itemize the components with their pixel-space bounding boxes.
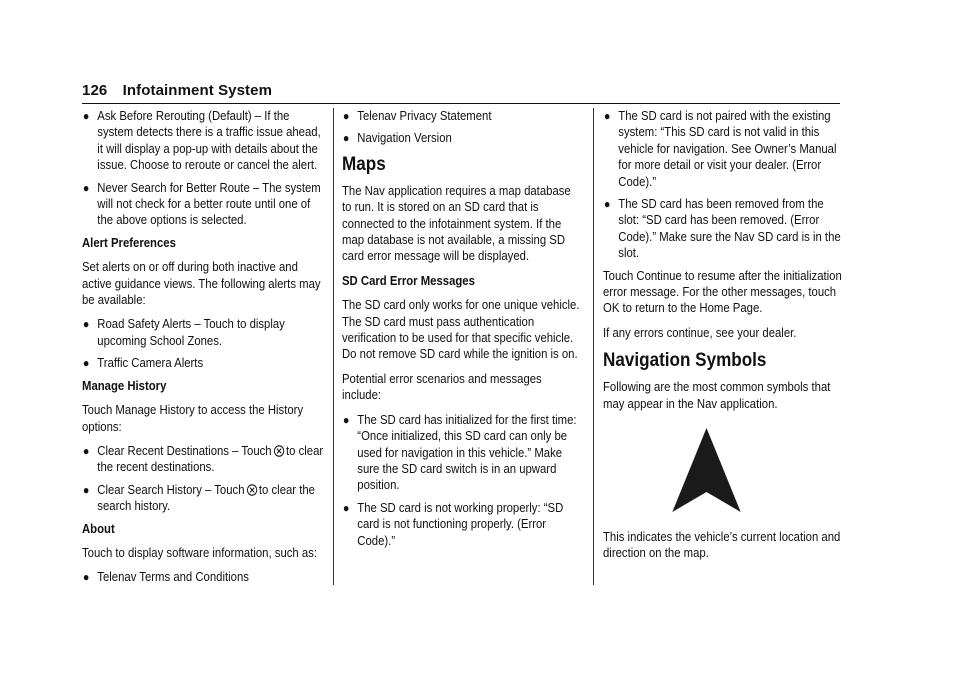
list-item: ● Navigation Version (342, 131, 452, 146)
column-divider (593, 108, 594, 585)
error-scenarios-list-continued (603, 108, 844, 262)
paragraph: Touch to display software information, such as: (82, 545, 317, 560)
list-item: ● Traffic Camera Alerts (82, 356, 204, 371)
about-list (82, 569, 323, 585)
bullet: ● (82, 443, 90, 458)
bullet: ● (342, 131, 350, 146)
list-item: ● The SD card has been removed from the slot: “SD card has been removed. (Error Code).” Make sure the Nav SD card is in the slot. (603, 197, 841, 261)
column-2 (342, 108, 583, 555)
list-item: ● The SD card has initialized for the first time: “Once initialized, this SD card can only be used for navigation in this vehicle.” Make sure the SD card switch is in an upward position. (342, 412, 577, 493)
reroute-options-list (82, 108, 323, 229)
circle-x-icon (273, 445, 284, 457)
paragraph: Potential error scenarios and messages include: (342, 371, 542, 403)
page-number: 126 (82, 82, 108, 99)
bullet: ● (82, 482, 90, 497)
list-item: ● Telenav Privacy Statement (342, 109, 492, 123)
bullet: ● (342, 109, 350, 123)
header-rule (82, 103, 840, 104)
section-heading-maps: Maps (342, 153, 386, 175)
bullet: ● (82, 570, 90, 585)
bullet: ● (603, 109, 611, 123)
error-scenarios-list (342, 412, 583, 549)
subheading-manage-history: Manage History (82, 378, 167, 393)
list-item: ● Clear Search History – Touch to clear the search history. (82, 482, 315, 514)
chapter-title: Infotainment System (122, 82, 273, 99)
column-3 (603, 108, 844, 569)
symbol-caption: This indicates the vehicle’s current location and direction on the map. (603, 529, 841, 560)
subheading-sd-card-errors: SD Card Error Messages (342, 273, 475, 288)
list-item: ● The SD card is not working properly: “SD card is not functioning properly. (Error Code).” (342, 500, 564, 548)
column-1 (82, 108, 323, 592)
about-list-continued (342, 108, 583, 147)
bullet: ● (82, 109, 90, 123)
list-item: ● The SD card is not paired with the existing system: “This SD card is not valid in this vehicle for navigation. See Owner’s Manual for more detail or visit your dealer. (Error Code).” (603, 109, 837, 189)
paragraph: Set alerts on or off during both inactive and active guidance views. The following alerts may be available: (82, 260, 321, 308)
column-divider (333, 108, 334, 585)
history-list (82, 443, 323, 515)
paragraph: Following are the most common symbols that may appear in the Nav application. (603, 380, 831, 411)
bullet: ● (82, 356, 90, 371)
symbol-figure (603, 426, 844, 520)
bullet: ● (603, 197, 611, 212)
bullet: ● (82, 180, 90, 195)
list-item: ● Ask Before Rerouting (Default) – If the system detects there is a traffic issue ahead, it will display a pop-up with details about the issue. Choose to reroute or cancel the alert. (82, 109, 321, 173)
bullet: ● (342, 412, 350, 427)
list-item: ● Clear Recent Destinations – Touch to clear the recent destinations. (82, 443, 324, 475)
paragraph: The SD card only works for one unique vehicle. The SD card must pass authentication verification to be used for that specific vehicle. Do not remove SD card while the ignition is on. (342, 298, 580, 362)
paragraph: The Nav application requires a map database to run. It is stored on an SD card that is connected to the infotainment system. If the map database is not available, a missing SD card error message will be displayed. (342, 183, 571, 264)
bullet: ● (342, 500, 350, 515)
list-item: ● Telenav Terms and Conditions (82, 570, 249, 585)
list-item: ● Road Safety Alerts – Touch to display upcoming School Zones. (82, 317, 285, 348)
vehicle-location-arrow-icon (671, 426, 743, 516)
alert-list (82, 316, 323, 371)
paragraph: Touch Continue to resume after the initialization error message. For the other messages, touch OK to return to the Home Page. (603, 268, 842, 316)
subheading-about: About (82, 521, 115, 536)
bullet: ● (82, 317, 90, 332)
list-item: ● Never Search for Better Route – The system will not check for a better route until one of the above options is selected. (82, 180, 321, 228)
subheading-alert-preferences: Alert Preferences (82, 235, 176, 250)
paragraph: If any errors continue, see your dealer. (603, 325, 797, 340)
section-heading-navigation-symbols: Navigation Symbols (603, 350, 767, 372)
circle-x-icon (246, 484, 257, 496)
page-header (82, 82, 272, 99)
paragraph: Touch Manage History to access the History options: (82, 403, 304, 434)
